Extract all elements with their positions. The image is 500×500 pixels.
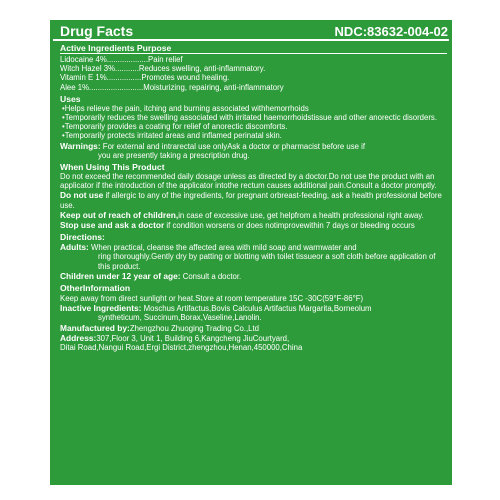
warnings-label: Warnings: (60, 140, 101, 151)
uses-item: •Temporarily reduces the swelling associated with irritated haemorrhoidstissue and other anorectic disorders. (62, 113, 437, 123)
stop-use-label: Stop use and ask a doctor (60, 220, 165, 231)
active-ingredients-heading: Active Ingredients Purpose (60, 43, 172, 53)
inactive-label: Inactive Ingredients: (60, 303, 142, 314)
manufacturer-block (60, 324, 447, 333)
ingredient-name: Lidocaine 4% (60, 55, 107, 64)
address-text: 307,Floor 3, Unit 1, Building 6,Kangcheng JiuCourtyard, (96, 333, 290, 343)
directions-heading: Directions: (60, 232, 105, 243)
address-block (60, 334, 447, 343)
address-label: Address: (60, 332, 97, 343)
warnings-text: For external and intrarectal use onlyAsk a doctor or pharmacist before use if (100, 141, 365, 151)
when-using-heading: When Using This Product (60, 162, 165, 173)
inactive-text-continued: syntheticum, Succinum,Borax,Vaseline,Lanolin. (98, 313, 262, 323)
when-using-text: Do not exceed the recommended daily dosage unless as directed by a doctor.Do not use the product with an applicator if the introduction of the applicator intothe rectum causes additional pain.Consult a doctor promptly. (60, 172, 437, 191)
adults-text-continued: ring thoroughly.Gently dry by patting or blotting with toilet tissueor a soft cloth before application of this product. (98, 252, 436, 271)
do-not-use-block (60, 191, 447, 209)
ingredient-row (60, 55, 447, 64)
adults-text: When practical, cleanse the affected area with mild soap and warmwater and (88, 243, 357, 253)
ingredient-leader: ........... (115, 64, 139, 74)
ndc-code: NDC:83632-004-02 (334, 24, 448, 39)
inactive-block (60, 304, 447, 313)
do-not-use-label: Do not use (60, 190, 104, 201)
ingredient-purpose: Reduces swelling, anti-inflammatory. (138, 64, 266, 74)
inactive-text: Moschus Artifactus,Bovis Calculus Artifactus Margarita,Borneolum (141, 304, 372, 314)
children-block (60, 272, 447, 281)
stop-use-block (60, 221, 447, 230)
ingredient-leader: ......................... (89, 82, 144, 92)
ingredient-row (60, 73, 447, 82)
ingredient-leader: ................ (106, 73, 142, 83)
ingredient-leader: ................... (106, 55, 148, 64)
keep-out-text: in case of excessive use, get helpfrom a health professional right away. (178, 210, 424, 220)
ingredient-purpose: Pain relief (148, 55, 183, 64)
keep-out-block (60, 211, 447, 220)
ingredient-name: Alee 1% (60, 82, 90, 92)
manufacturer-text: Zhengzhou Zhuoging Trading Co.,Ltd (129, 323, 259, 333)
other-information-text: Keep away from direct sunlight or heat.Store at room temperature 15C -30C(59°F-86°F) (60, 294, 364, 304)
address-text-continued: Ditai Road,Nangui Road,Ergi District,zhengzhou,Henan,450000,China (60, 343, 303, 353)
uses-item: •Temporarily protects irritated areas and inflamed perinatal skin. (62, 131, 282, 141)
adults-label: Adults: (60, 242, 89, 253)
ingredient-name: Witch Hazel 3% (60, 64, 116, 74)
ingredient-purpose: Moisturizing, repairing, anti-inflammatory (143, 82, 284, 92)
uses-item: •Helps relieve the pain, itching and burning associated withhemorrhoids (62, 103, 309, 113)
do-not-use-text: if allergic to any of the ingredients, for pregnant orbreast-feeding, ask a health professional before use. (60, 191, 442, 210)
drug-facts-panel (50, 20, 452, 485)
other-information-heading: OtherInformation (60, 283, 131, 294)
ingredient-name: Vitamin E 1% (60, 73, 107, 83)
children-label: Children under 12 year of age: (60, 270, 181, 281)
adults-block (60, 243, 447, 252)
drug-facts-content (50, 41, 452, 352)
drug-facts-title: Drug Facts (60, 23, 134, 39)
ingredient-row (60, 83, 447, 92)
warnings-block (60, 142, 447, 151)
uses-item: •Temporarily provides a coating for relief of anorectic discomforts. (62, 122, 288, 132)
keep-out-label: Keep out of reach of children, (60, 209, 179, 220)
stop-use-text: if condition worsens or does notimprovewithin 7 days or bleeding occurs (164, 221, 415, 231)
ingredient-row (60, 64, 447, 73)
active-divider (60, 53, 447, 54)
children-text: Consult a doctor. (180, 271, 242, 281)
ingredient-purpose: Promotes wound healing. (141, 73, 230, 83)
uses-heading: Uses (60, 93, 81, 104)
drug-facts-header (50, 20, 452, 39)
warnings-text-continued: you are presently taking a prescription drug. (98, 150, 250, 160)
manufacturer-label: Manufactured by: (60, 322, 130, 333)
